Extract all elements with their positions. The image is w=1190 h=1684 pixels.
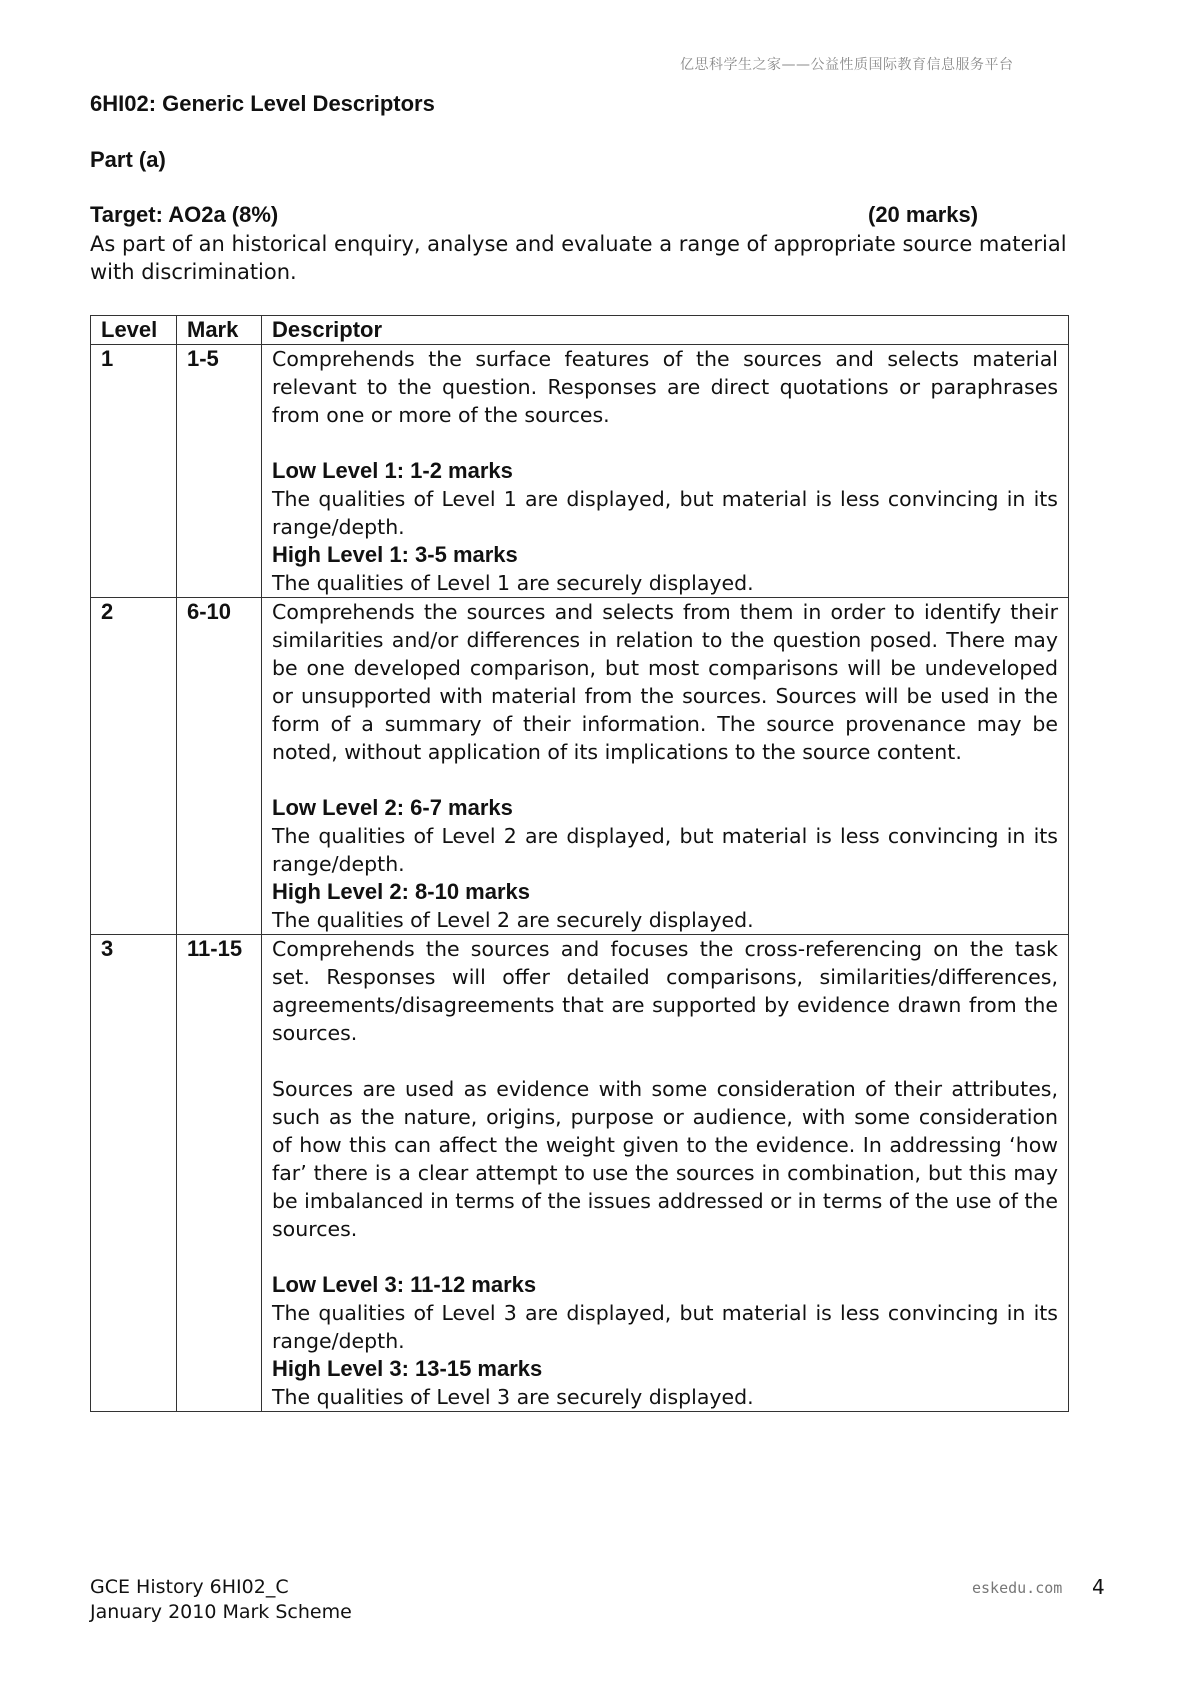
level-cell: 2: [91, 598, 177, 935]
watermark-text: 亿思科学生之家——公益性质国际教育信息服务平台: [680, 57, 1014, 73]
high-level-heading: High Level 3: 13-15 marks: [272, 1356, 543, 1381]
descriptor-paragraph: Comprehends the sources and selects from them in order to identify their similarities and/or differences in relation to the question posed. There may be one developed comparison, but most comparisons will be undeveloped or unsupported with material from the sources. Sources will be used in the form of a summary of their information. The source provenance may be noted, without application of its implications to the source content.: [272, 600, 1058, 764]
footer-subtitle: January 2010 Mark Scheme: [90, 1601, 352, 1623]
descriptor-paragraph: Sources are used as evidence with some consideration of their attributes, such as the nature, origins, purpose or audience, with some consideration of how this can affect the weight given to the evidence. In addressing ‘how far’ there is a clear attempt to use the sources in combination, but this may be imbalanced in terms of the issues addressed or in terms of the use of the sources.: [272, 1077, 1058, 1241]
table-row: [91, 598, 1069, 935]
high-level-text: The qualities of Level 1 are securely displayed.: [272, 571, 754, 595]
target-row: [90, 202, 990, 228]
low-level-heading: Low Level 1: 1-2 marks: [272, 458, 513, 483]
total-marks: (20 marks): [868, 202, 979, 227]
descriptor-paragraph: Comprehends the surface features of the sources and selects material relevant to the question. Responses are direct quotations or paraphrases from one or more of the sources.: [272, 347, 1058, 427]
footer-title: GCE History 6HI02_C: [90, 1576, 289, 1598]
part-heading: Part (a): [90, 147, 166, 172]
header-level: Level: [91, 316, 177, 345]
table-row: [91, 345, 1069, 598]
descriptor-cell: [262, 345, 1069, 598]
level-cell: 3: [91, 935, 177, 1412]
mark-cell: 6-10: [177, 598, 262, 935]
header-descriptor: Descriptor: [262, 316, 1069, 345]
low-level-text: The qualities of Level 1 are displayed, but material is less convincing in its range/depth.: [272, 487, 1058, 539]
level-descriptor-table: [90, 315, 1069, 1412]
page-number: 4: [1092, 1575, 1105, 1599]
descriptor-cell: [262, 598, 1069, 935]
high-level-text: The qualities of Level 2 are securely displayed.: [272, 908, 754, 932]
target-description: As part of an historical enquiry, analyse and evaluate a range of appropriate source material with discrimination.: [90, 232, 1067, 284]
mark-cell: 11-15: [177, 935, 262, 1412]
low-level-text: The qualities of Level 3 are displayed, but material is less convincing in its range/depth.: [272, 1301, 1058, 1353]
level-cell: 1: [91, 345, 177, 598]
low-level-heading: Low Level 3: 11-12 marks: [272, 1272, 537, 1297]
descriptor-paragraph: Comprehends the sources and focuses the cross-referencing on the task set. Responses will offer detailed comparisons, similarities/differences, agreements/disagreements that are supported by evidence drawn from the sources.: [272, 937, 1058, 1045]
low-level-text: The qualities of Level 2 are displayed, but material is less convincing in its range/depth.: [272, 824, 1058, 876]
high-level-heading: High Level 2: 8-10 marks: [272, 879, 531, 904]
mark-cell: 1-5: [177, 345, 262, 598]
page-title: 6HI02: Generic Level Descriptors: [90, 91, 435, 116]
table-header-row: [91, 316, 1069, 345]
target-label: Target: AO2a (8%): [90, 202, 279, 227]
high-level-heading: High Level 1: 3-5 marks: [272, 542, 518, 567]
table-row: [91, 935, 1069, 1412]
header-mark: Mark: [177, 316, 262, 345]
footer-document-info: [90, 1575, 352, 1625]
high-level-text: The qualities of Level 3 are securely displayed.: [272, 1385, 754, 1409]
descriptor-cell: [262, 935, 1069, 1412]
footer-site-text: eskedu.com: [972, 1579, 1063, 1597]
low-level-heading: Low Level 2: 6-7 marks: [272, 795, 513, 820]
